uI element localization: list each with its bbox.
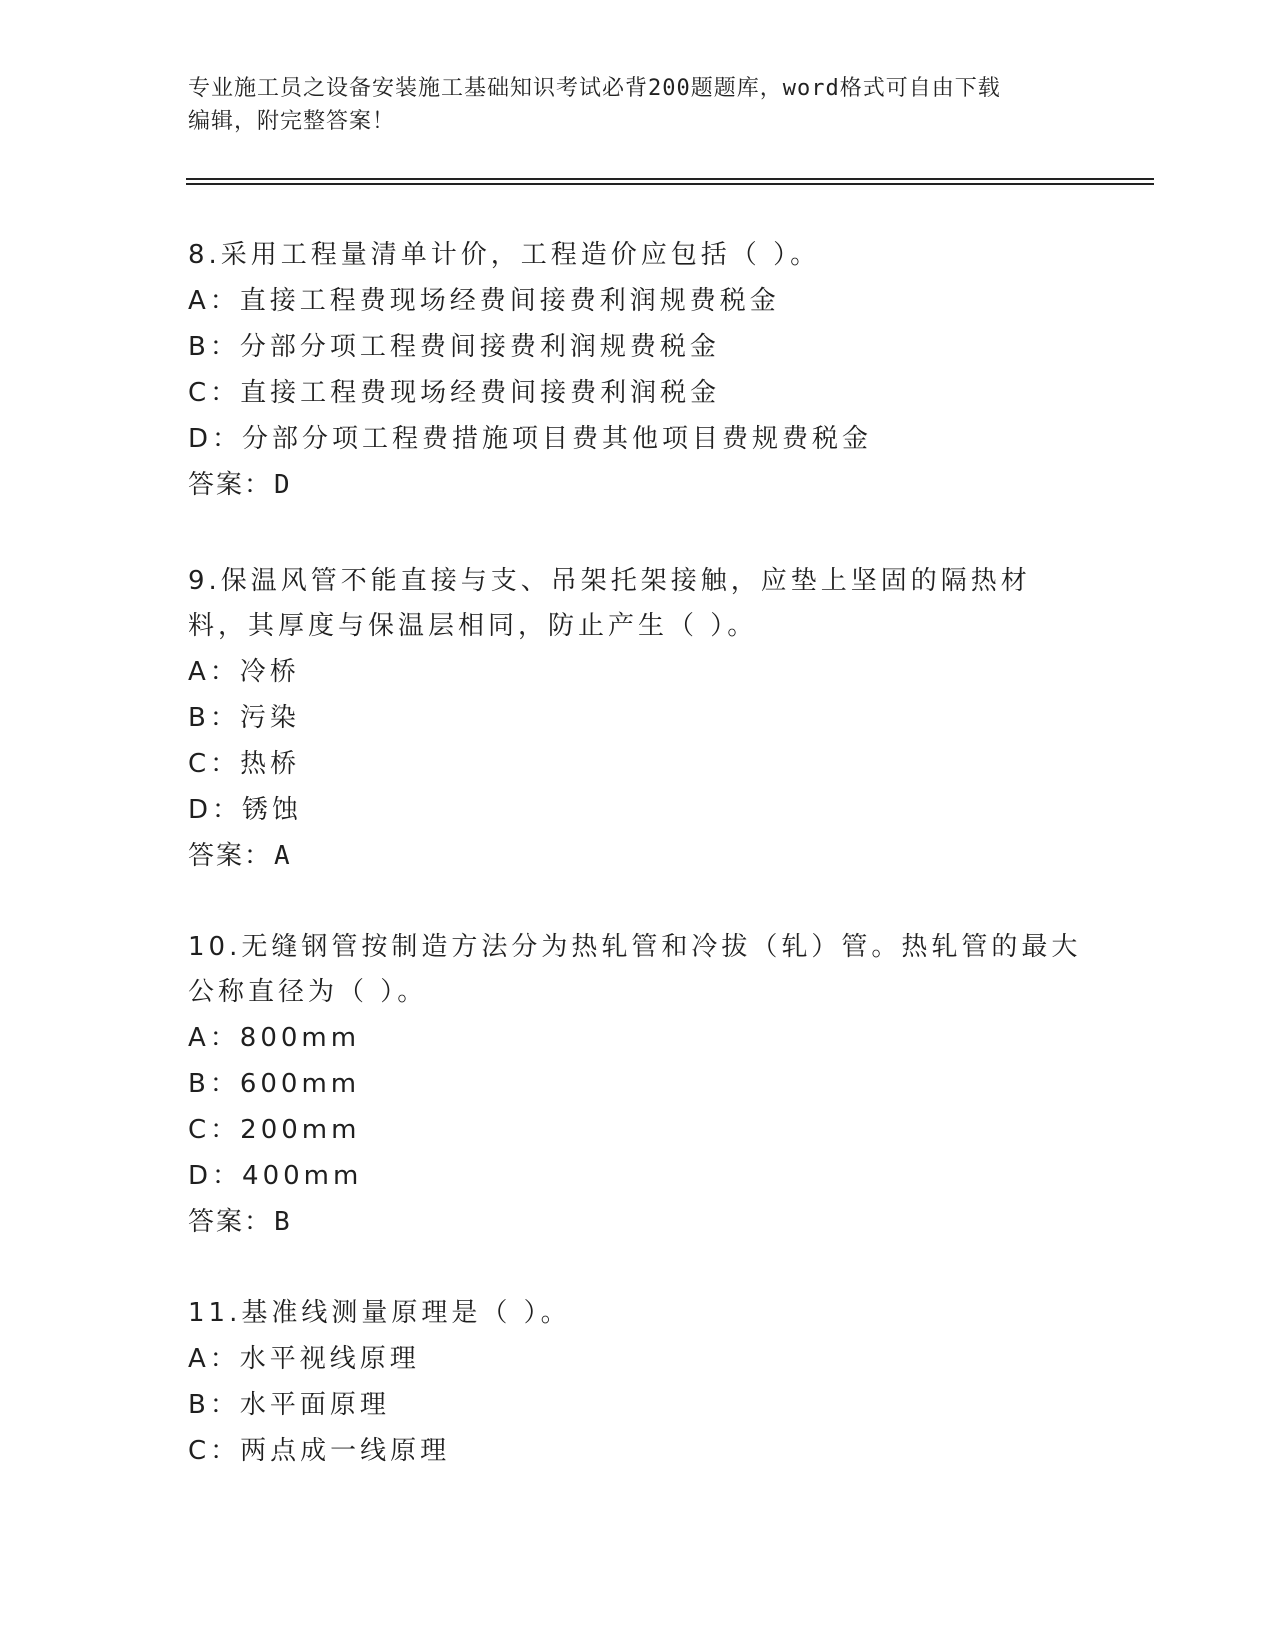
option-d: D：分部分项工程费措施项目费其他项目费规费税金 [188, 424, 873, 454]
option-b: B：水平面原理 [188, 1390, 390, 1420]
answer-value: D [274, 470, 292, 500]
document-header [188, 72, 1088, 138]
option-a: A：直接工程费现场经费间接费利润规费税金 [188, 286, 780, 316]
header-line-1: 专业施工员之设备安装施工基础知识考试必背200题题库，word格式可自由下载 [188, 76, 1001, 101]
option-b: B：分部分项工程费间接费利润规费税金 [188, 332, 720, 362]
question-10 [188, 925, 1088, 1245]
question-stem: 9.保温风管不能直接与支、吊架托架接触，应垫上坚固的隔热材料，其厚度与保温层相同，防止产生（ ）。 [188, 566, 1031, 641]
answer-label: 答案： [188, 470, 273, 500]
answer-line [188, 462, 1088, 508]
answer-line [188, 1199, 1088, 1245]
answer-value: B [274, 1207, 292, 1237]
option-c: C：热桥 [188, 749, 301, 779]
option-d: D：400mm [188, 1161, 363, 1191]
option-c: C：200mm [188, 1115, 361, 1145]
option-a: A：水平视线原理 [188, 1344, 420, 1374]
header-rule-bottom [186, 183, 1154, 185]
option-b: B：污染 [188, 703, 300, 733]
option-c: C：两点成一线原理 [188, 1436, 451, 1466]
option-b: B：600mm [188, 1069, 361, 1099]
answer-value: A [274, 841, 292, 871]
answer-line [188, 833, 1088, 879]
option-d: D：锈蚀 [188, 795, 303, 825]
question-9 [188, 559, 1088, 879]
question-stem: 8.采用工程量清单计价，工程造价应包括（ ）。 [188, 240, 821, 270]
question-stem: 11.基准线测量原理是（ ）。 [188, 1298, 571, 1328]
option-a: A：800mm [188, 1023, 361, 1053]
question-stem: 10.无缝钢管按制造方法分为热轧管和冷拔（轧）管。热轧管的最大公称直径为（ ）。 [188, 932, 1082, 1007]
question-11 [188, 1291, 1088, 1474]
answer-label: 答案： [188, 841, 273, 871]
question-8 [188, 233, 1088, 508]
answer-label: 答案： [188, 1207, 273, 1237]
option-a: A：冷桥 [188, 657, 300, 687]
header-rule-top [186, 178, 1154, 180]
option-c: C：直接工程费现场经费间接费利润税金 [188, 378, 721, 408]
header-line-2: 编辑，附完整答案！ [188, 109, 396, 134]
